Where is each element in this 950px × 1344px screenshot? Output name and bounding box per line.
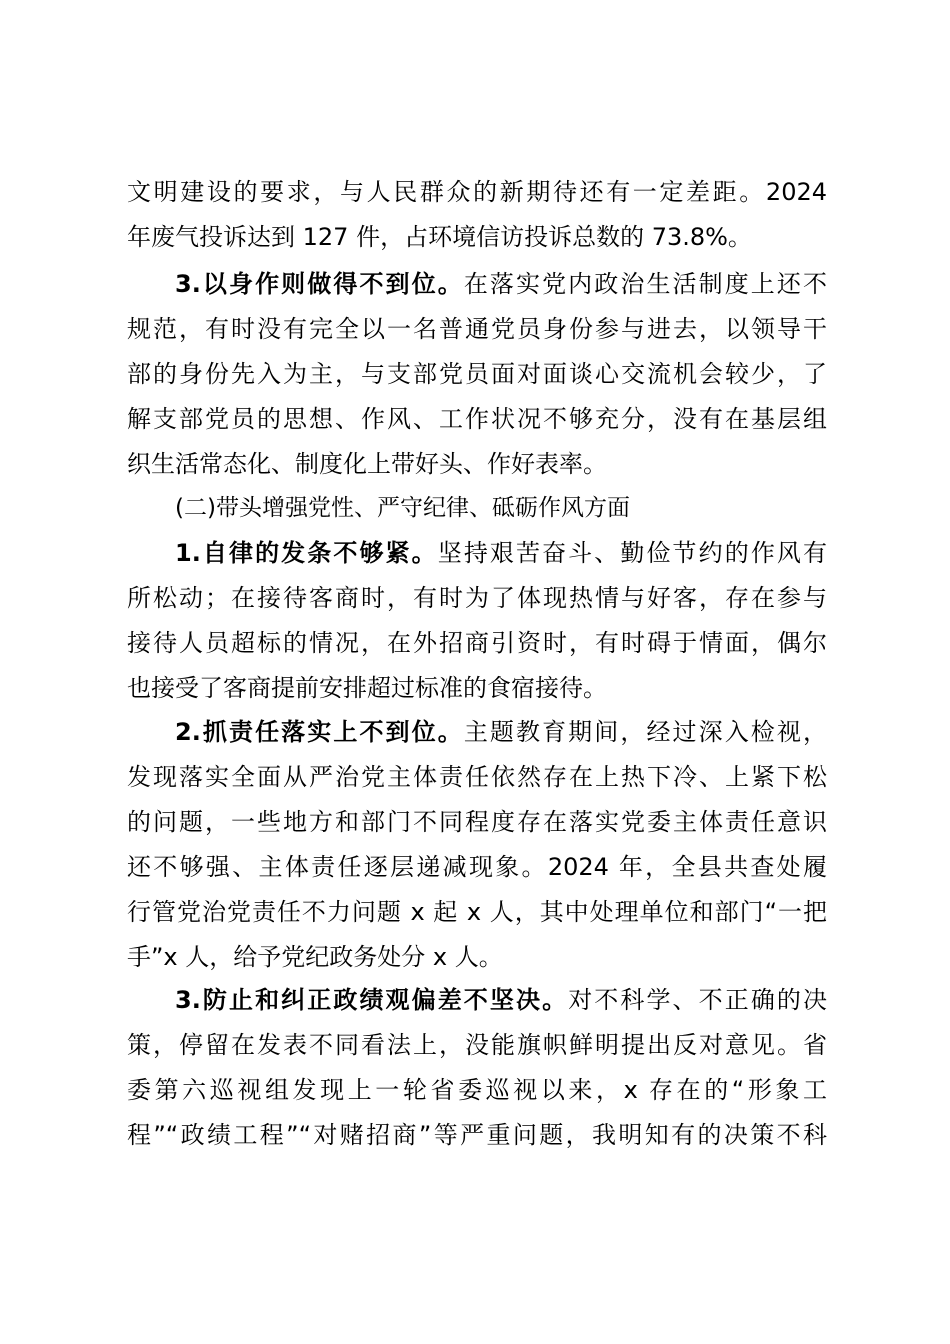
text-line: 文明建设的要求，与人民群众的新期待还有一定差距。2024	[127, 178, 827, 206]
text-line: 手”x 人，给予党纪政务处分 x 人。	[127, 943, 503, 971]
text-line: 还不够强、主体责任逐层递减现象。2024 年，全县共查处履	[127, 853, 827, 881]
text-line: 年废气投诉达到 127 件，占环境信访投诉总数的 73.8%。	[127, 223, 752, 251]
text-line: 程”“政绩工程”“对赌招商”等严重问题，我明知有的决策不科	[127, 1121, 827, 1149]
text-line: 行管党治党责任不力问题 x 起 x 人，其中处理单位和部门“一把	[127, 898, 827, 926]
item-heading: 3.以身作则做得不到位。	[175, 270, 464, 298]
text-line: 规范，有时没有完全以一名普通党员身份参与进去，以领导干	[127, 315, 827, 343]
text-line: 的问题，一些地方和部门不同程度存在落实党委主体责任意识	[127, 808, 827, 836]
text-line: 解支部党员的思想、作风、工作状况不够充分，没有在基层组	[127, 405, 827, 433]
text-line: 所松动；在接待客商时，有时为了体现热情与好客，存在参与	[127, 584, 827, 612]
text-line: 接待人员超标的情况，在外招商引资时，有时碍于情面，偶尔	[127, 629, 827, 657]
paragraph-3b-first-line: 3.防止和纠正政绩观偏差不坚决。对不科学、不正确的决	[175, 986, 828, 1014]
text-line: 委第六巡视组发现上一轮省委巡视以来，x 存在的“形象工	[127, 1076, 827, 1104]
section-heading: (二)带头增强党性、严守纪律、砥砺作风方面	[175, 495, 630, 521]
item-heading: 3.防止和纠正政绩观偏差不坚决。	[175, 986, 569, 1014]
text-line: 部的身份先入为主，与支部党员面对面谈心交流机会较少，了	[127, 360, 827, 388]
item-heading: 2.抓责任落实上不到位。	[175, 718, 464, 746]
item-heading: 1.自律的发条不够紧。	[175, 539, 438, 567]
text-line: 发现落实全面从严治党主体责任依然存在上热下冷、上紧下松	[127, 763, 827, 791]
text-line: 也接受了客商提前安排超过标准的食宿接待。	[127, 674, 607, 702]
text-line: 策，停留在发表不同看法上，没能旗帜鲜明提出反对意见。省	[127, 1031, 827, 1059]
paragraph-3-first-line: 3.以身作则做得不到位。在落实党内政治生活制度上还不	[175, 270, 827, 298]
paragraph-1-first-line: 1.自律的发条不够紧。坚持艰苦奋斗、勤俭节约的作风有	[175, 539, 828, 567]
paragraph-2-first-line: 2.抓责任落实上不到位。主题教育期间，经过深入检视，	[175, 718, 827, 746]
text-line: 织生活常态化、制度化上带好头、作好表率。	[127, 450, 607, 478]
